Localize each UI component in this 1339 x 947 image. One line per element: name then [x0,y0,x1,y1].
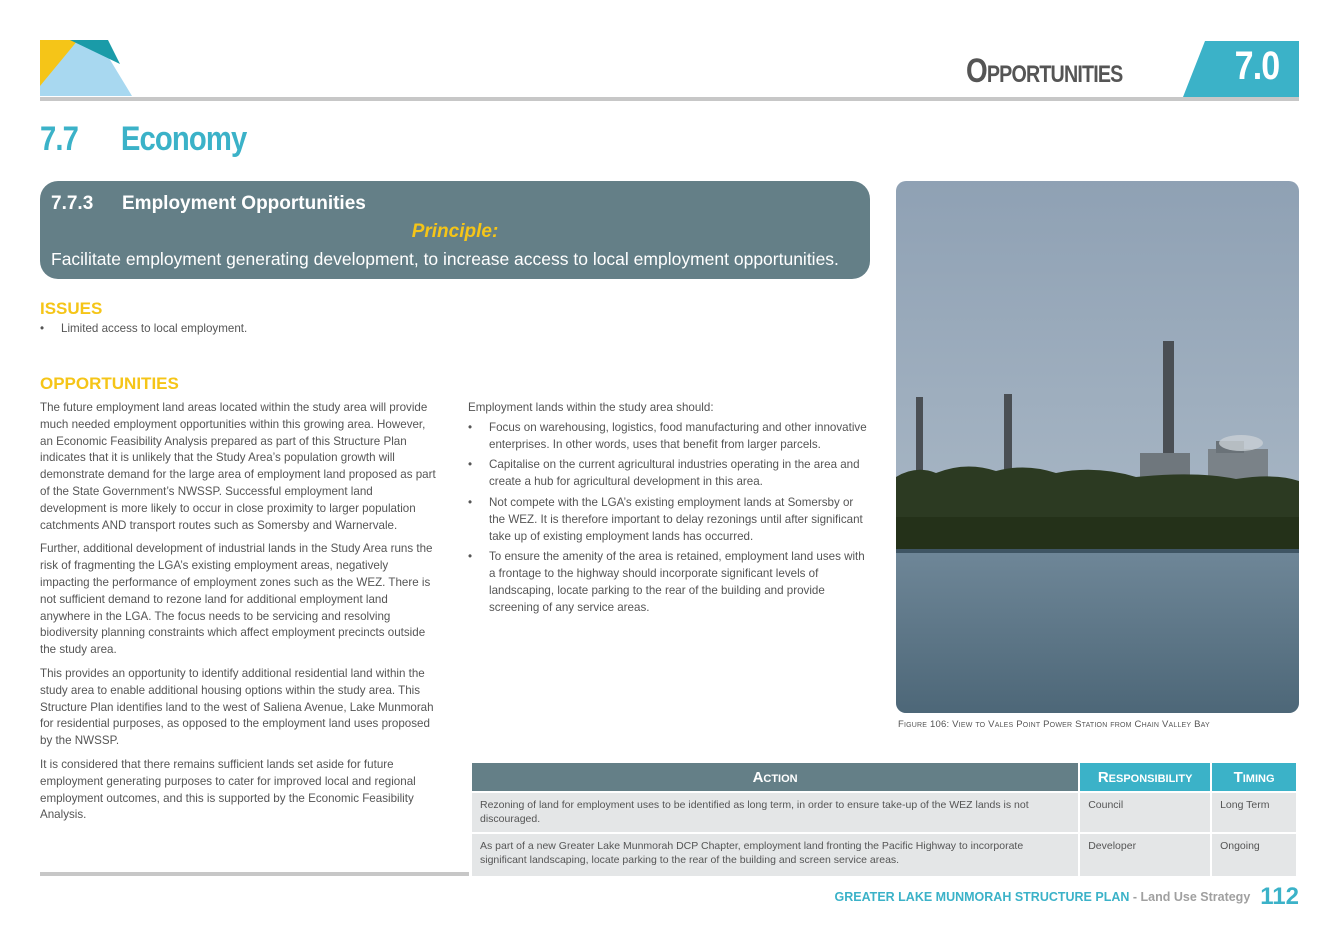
paragraph: Employment lands within the study area should: [468,401,714,414]
list-item: • Not compete with the LGA’s existing employment lands at Somersby or the WEZ. It is therefore important to delay rezonings until after significant take up of existing employment lands has occurred. [468,495,868,545]
timing-cell: Ongoing [1212,834,1296,876]
subsection-number: 7.7.3 [51,193,94,214]
responsibility-cell: Developer [1080,834,1210,876]
issues-list [40,321,460,342]
action-cell: Rezoning of land for employment uses to be identified as long term, in order to ensure take-up of the WEZ lands is not discouraged. [472,793,1078,832]
paragraph: Further, additional development of industrial lands in the Study Area runs the risk of fragmenting the LGA’s existing employment areas, negatively impacting the performance of employment zones such as the WEZ. There is not sufficient demand to rezone land for additional employment land anywhere in the LGA. The focus needs to be servicing and resolving biodiversity planning constraints which affect employment precincts outside the study area. [40,542,433,657]
action-table [470,761,1298,878]
section-number: 7.7 [40,120,79,158]
footer-brand: GREATER LAKE MUNMORAH STRUCTURE PLAN [834,890,1130,904]
issues-heading: ISSUES [40,299,103,318]
power-station-photo [896,181,1299,713]
list-item: • Focus on warehousing, logistics, food manufacturing and other innovative enterprises. In other words, uses that benefit from larger parcels. [468,420,868,454]
table-header-action: Action [472,763,1078,791]
section-name: Economy [120,120,247,158]
principle-text: Facilitate employment generating development, to increase access to local employment opportunities. [51,249,839,269]
header-divider [40,97,1299,101]
timing-cell: Long Term [1212,793,1296,832]
table-row [472,793,1296,832]
opportunities-column-right [468,400,868,621]
table-header-timing: Timing [1212,763,1296,791]
footer-separator: - [1129,890,1141,904]
principle-label: Principle: [411,221,499,242]
list-item: • To ensure the amenity of the area is retained, employment land uses with a frontage to the highway should incorporate significant levels of landscaping, locate parking to the rear of the building and provide screening of any service areas. [468,549,868,616]
corner-logo-icon [40,40,132,96]
opportunities-column-left [40,400,440,831]
section-title [40,120,246,159]
paragraph: The future employment land areas located within the study area will provide much needed employment opportunities within this growing area. However, an Economic Feasibility Analysis prepared as part of this Structure Plan indicates that it is unlikely that the Study Area’s population growth will demonstrate demand for the large area of employment land proposed as part of the State Government’s NWSSP. Successful employment land development is more likely to occur in close proximity to larger population catchments AND transport routes such as Somersby and Warnervale. [40,401,436,532]
subsection-heading [51,193,366,215]
figure-caption: Figure 106: View to Vales Point Power Station from Chain Valley Bay [898,719,1210,730]
principle-box [40,181,870,279]
responsibility-cell: Council [1080,793,1210,832]
action-cell: As part of a new Greater Lake Munmorah DCP Chapter, employment land fronting the Pacific Highway to incorporate significant landscaping, locate parking to the rear of the building and screen service areas. [472,834,1078,876]
chapter-title: Opportunities [966,52,1123,90]
chapter-number: 7.0 [1234,44,1280,88]
footer-subtitle: Land Use Strategy [1140,890,1251,904]
list-item: • Limited access to local employment. [40,321,460,338]
footer-divider [40,872,469,876]
opportunities-heading: OPPORTUNITIES [40,374,179,393]
list-item: • Capitalise on the current agricultural industries operating in the area and create a hub for agricultural development in this area. [468,457,868,491]
paragraph: It is considered that there remains sufficient lands set aside for future employment generating purposes to cater for improved local and regional employment outcomes, and this is supported by the Economic Feasibility Analysis. [40,757,416,822]
table-header-responsibility: Responsibility [1080,763,1210,791]
subsection-title: Employment Opportunities [122,193,366,214]
page-number: 112 [1260,883,1299,910]
paragraph: This provides an opportunity to identify additional residential land within the study area to enable additional housing options within the study area. This Structure Plan identifies land to the west of Saliena Avenue, Lake Munmorah for residential purposes, as opposed to the employment land uses proposed by the NWSSP. [40,666,434,748]
footer [804,883,1299,911]
table-row [472,834,1296,876]
